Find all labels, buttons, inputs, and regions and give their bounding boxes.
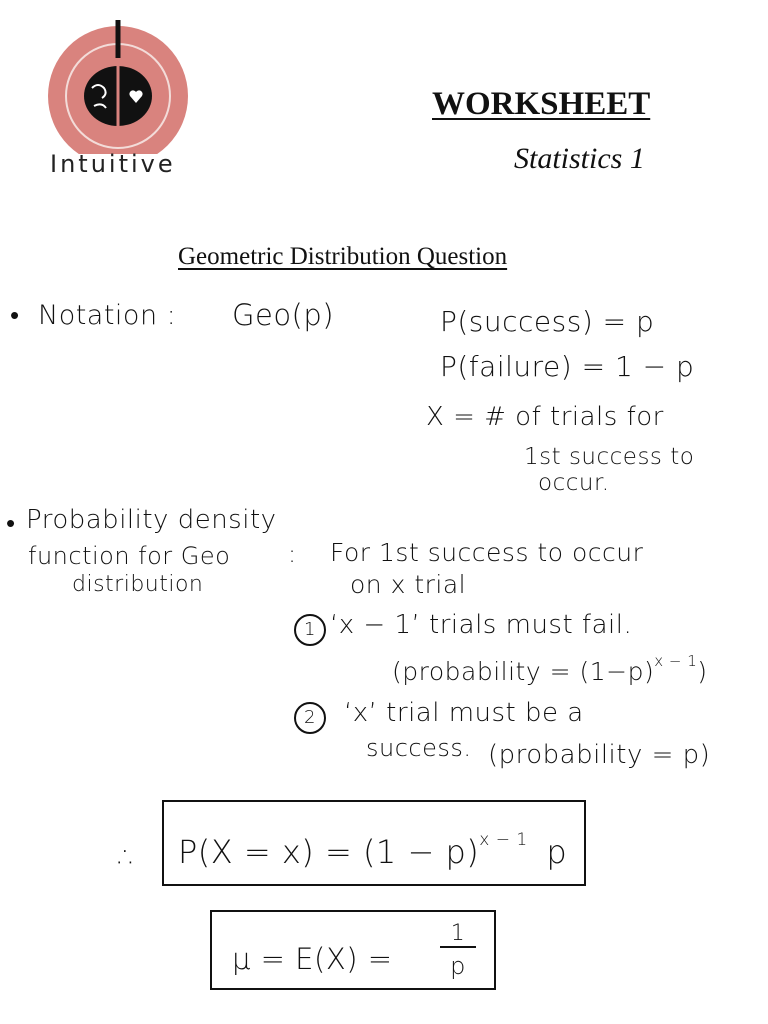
x-definition-line3: occur. xyxy=(538,470,610,496)
therefore-symbol: ∴ xyxy=(118,840,138,875)
mean-formula-numerator: 1 xyxy=(440,922,476,948)
pdf-colon: : xyxy=(288,540,297,568)
p-failure: P(failure) = 1 − p xyxy=(440,350,695,383)
step1-probability xyxy=(392,652,708,686)
pdf-label-line2: function for Geo xyxy=(28,542,231,570)
worksheet-subtitle: Statistics 1 xyxy=(514,142,645,175)
step1-number: 1 xyxy=(294,614,326,646)
pdf-intro-line2: on x trial xyxy=(350,570,467,599)
logo-text: Intuitive xyxy=(50,150,176,178)
x-definition-line2: 1st success to xyxy=(524,444,695,470)
step1-probability-exponent: x − 1 xyxy=(654,652,698,670)
step2-text: ‘x’ trial must be a xyxy=(344,698,584,728)
x-definition-line1: X = # of trials for xyxy=(426,402,664,432)
pdf-bullet: • xyxy=(6,509,16,539)
notation-bullet: • xyxy=(10,301,20,331)
pmf-formula-tail: p xyxy=(546,833,568,871)
step2-number: 2 xyxy=(294,702,326,734)
pdf-label-line3: distribution xyxy=(72,572,204,597)
notation-symbol: Geo(p) xyxy=(232,298,335,332)
mean-formula-denominator: p xyxy=(450,952,466,980)
mean-formula-lhs: μ = E(X) = xyxy=(232,942,393,976)
pmf-formula xyxy=(178,830,567,871)
pmf-formula-exponent: x − 1 xyxy=(479,830,528,850)
section-title: Geometric Distribution Question xyxy=(178,243,508,270)
step2-text-cont: success. xyxy=(366,734,472,762)
pdf-label-line1: Probability density xyxy=(26,505,277,535)
notation-label: Notation : xyxy=(38,300,177,331)
step1-text: ‘x − 1’ trials must fail. xyxy=(330,610,633,640)
step1-probability-close: ) xyxy=(697,657,708,686)
worksheet-title: WORKSHEET xyxy=(432,86,651,122)
brain-logo-icon xyxy=(40,14,200,154)
step2-probability: (probability = p) xyxy=(488,740,711,770)
pdf-intro-line1: For 1st success to occur xyxy=(330,538,644,567)
p-success: P(success) = p xyxy=(440,305,655,338)
step1-probability-main: (probability = (1−p) xyxy=(392,657,655,686)
pmf-formula-main: P(X = x) = (1 − p) xyxy=(178,833,480,871)
